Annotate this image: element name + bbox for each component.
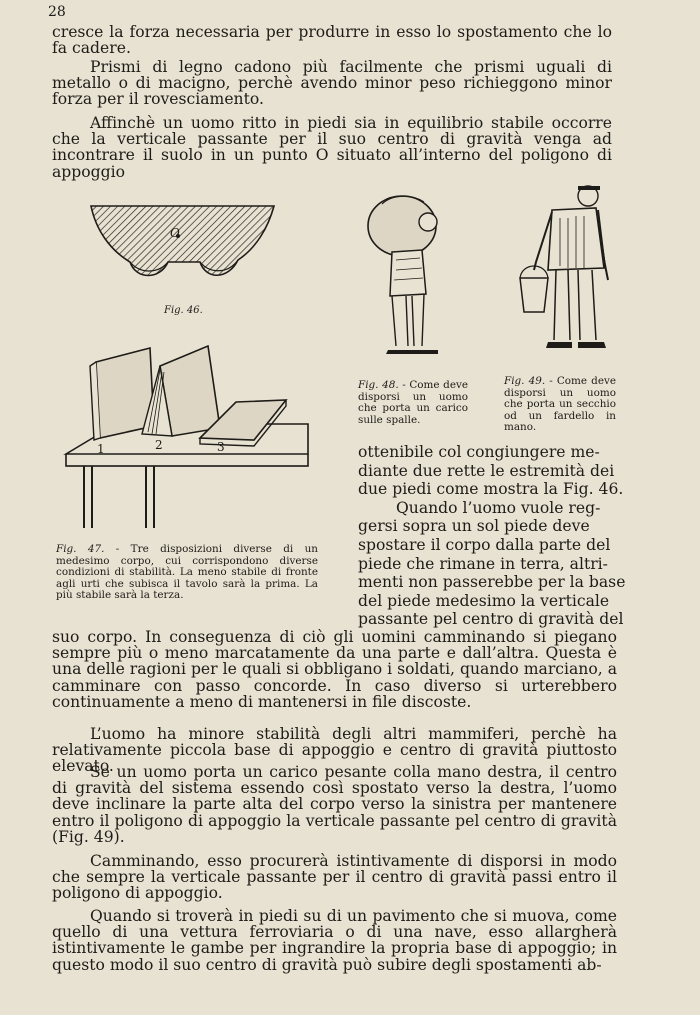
paragraph-3: Affinchè un uomo ritto in piedi sia in equilibrio stabile occorre che la verticale passante per il suo centro di gravità venga ad incontrare il suolo in un punto O situato all’interno del poligono di appoggio bbox=[52, 114, 612, 181]
fig49-man-with-bucket-illustration bbox=[508, 180, 616, 355]
fig48-label: Fig. 48. bbox=[358, 379, 399, 391]
column-line: del piede medesimo la verticale bbox=[358, 591, 610, 610]
fig47-number-2: 2 bbox=[155, 438, 163, 452]
fig47-label: Fig. 47. bbox=[56, 543, 105, 555]
paragraph-6: Se un uomo porta un carico pesante colla mano destra, il centro di gravità del sistema essendo così spostato verso la destra, l’uomo deve inclinare la parte alta del corpo verso la sinistra per mantenere entro il poligono di appoggio la verticale passante pel centro di gravità (Fig. 49). bbox=[52, 763, 617, 846]
paragraph-5: L’uomo ha minore stabilità degli altri mammiferi, perchè ha relativamente piccola base di appoggio e centro di gravità piuttosto elevato. bbox=[52, 725, 617, 776]
column-line: spostare il corpo dalla parte del bbox=[358, 536, 611, 554]
paragraph-7: Camminando, esso procurerà istintivamente di disporsi in modo che sempre la verticale passante per il centro di gravità passi entro il poligono di appoggio. bbox=[52, 852, 617, 903]
column-line: diante due rette le estremità dei bbox=[358, 461, 615, 480]
paragraph-4: suo corpo. In conseguenza di ciò gli uomini camminando si piegano sempre più o meno marcatamente da una parte e dall’altra. Questa è una delle ragioni per le quali si obbligano i soldati, quando marciano, a camminare con passo concorde. In caso diverso si urterebbero continuamente a meno di mantenersi in file discoste. bbox=[52, 628, 617, 711]
fig49-caption bbox=[504, 376, 616, 434]
column-line: due piedi come mostra la Fig. 46. bbox=[358, 480, 624, 499]
fig46-label: Fig. 46. bbox=[164, 305, 203, 316]
fig46-footprint-illustration bbox=[88, 200, 278, 285]
fig47-number-1: 1 bbox=[97, 442, 105, 456]
paragraph-8: Quando si troverà in piedi su di un pavimento che si muova, come quello di una vettura ferroviaria o di una nave, esso allargherà istintivamente le gambe per ingrandire la propria base di appoggio; in questo modo il suo centro di gravità può subire degli spostamenti ab- bbox=[52, 907, 617, 974]
fig49-caption-text: - Come deve disporsi un uomo che porta un secchio od un fardello in mano. bbox=[504, 375, 616, 434]
column-line: Quando l’uomo vuole reg- bbox=[396, 498, 601, 517]
paragraph-1: cresce la forza necessaria per produrre in esso lo spostamento che lo fa cadere. bbox=[52, 23, 612, 58]
page-number: 28 bbox=[48, 4, 66, 20]
paragraph-2: Prismi di legno cadono più facilmente che prismi uguali di metallo o di macigno, perchè avendo minor peso richieggono minor forza per il rovesciamento. bbox=[52, 58, 612, 109]
fig49-label: Fig. 49. bbox=[504, 375, 546, 387]
column-line: gersi sopra un sol piede deve bbox=[358, 517, 590, 536]
column-line: piede che rimane in terra, altri- bbox=[358, 554, 608, 573]
column-line: ottenibile col congiungere me- bbox=[358, 443, 600, 461]
fig46-point-label: O bbox=[170, 226, 180, 240]
fig48-caption-text: - Come deve disporsi un uomo che porta un carico sulle spalle. bbox=[358, 379, 468, 426]
fig48-caption bbox=[358, 380, 468, 426]
column-line: menti non passerebbe per la base bbox=[358, 573, 626, 592]
fig47-caption bbox=[56, 544, 318, 602]
column-line: passante pel centro di gravità del bbox=[358, 610, 624, 629]
fig48-man-with-load-illustration bbox=[362, 186, 452, 358]
fig47-caption-text: - Tre disposizioni diverse di un medesimo corpo, cui corrispondono diverse condizioni di stabilità. La meno stabile di fronte agli urti che subisca il tavolo sarà la prima. La più stabile sarà la terza. bbox=[56, 543, 318, 602]
fig47-table-books-illustration bbox=[56, 342, 312, 528]
fig47-number-3: 3 bbox=[217, 440, 225, 454]
